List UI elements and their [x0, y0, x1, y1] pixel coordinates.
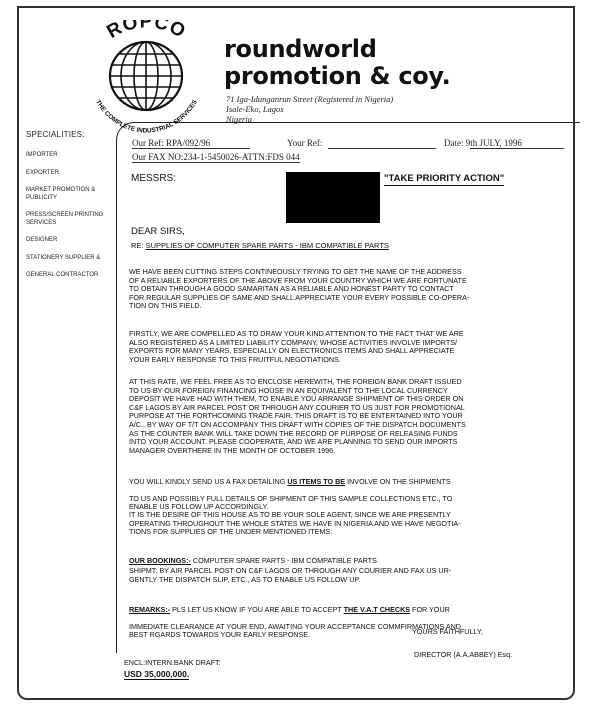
messrs-label: MESSRS:	[131, 173, 177, 184]
subject-prefix: RE:	[131, 241, 144, 250]
subject-line	[131, 241, 389, 250]
enclosure-amount: USD 35,000,000.	[124, 669, 190, 679]
company-name	[224, 36, 450, 90]
paragraph-3: AT THIS RATE, WE FEEL FREE AS TO ENCLOSE HEREWITH, THE FOREIGN BANK DRAFT ISSUED TO US BY OUR FOREIGN FINANCING HOUSE IN AN EQUIVALENT TO THE LOCAL CURRENCY DEPOSIT WE HAVE HAD WITH THEM, TO ENABLE YOU ARRANGE SHIPMENT OF THIS ORDER ON C&F LAGOS BY AIR PARCEL POST OR THROUGH ANY COURIER TO US JUST FOR PROMOTIONAL PURPOSE AT THE FORTHCOMING TRADE FAIR. THIS DRAFT IS TO BE ENTERTAINED INTO YOUR A/C., BY WAY OF T/T ON ACCOMPANY THIS DRAFT WITH COPIES OF THE DISPATCH DOCUMENTS AS THE COUNTER BANK WILL TAKE DOWN THE RECORD OF PURPOSE OF RELEASING FUNDS INTO YOUR ACCOUNT. PLEASE COOPERATE, AND WE ARE PLANNING TO SEND OUR IMPORTS MANAGER OVERTHERE IN THE MONTH OF OCTOBER 1996.	[129, 377, 466, 455]
redacted-recipient	[286, 172, 380, 223]
paragraph-4-first-line: YOU WILL KINDLY SEND US A FAX DETAILING US ITEMS TO BE INVOLVE ON THE SHIPMENTS	[129, 476, 451, 486]
specialities-sidebar	[26, 130, 114, 290]
speciality-item: PRESS/SCREEN PRINTING SERVICES	[26, 212, 104, 226]
logo-name: ROPCO	[103, 20, 190, 43]
globe-logo-icon	[74, 20, 219, 138]
enclosure: ENCL:INTERN.BANK DRAFT:	[124, 658, 221, 667]
items-emphasis: US ITEMS TO BE	[287, 476, 346, 486]
our-ref-underline	[132, 148, 250, 149]
your-ref-underline	[328, 148, 436, 149]
vat-checks-emphasis: THE V.A.T CHECKS	[343, 604, 411, 614]
specialities-title: SPECIALITIES:	[26, 130, 85, 139]
speciality-item: EXPORTER	[26, 169, 59, 176]
fax-number: Our FAX NO:234-1-5450026-ATTN:FDS 044	[132, 152, 300, 162]
bookings-text: COMPUTER SPARE PARTS - IBM COMPATIBLE PARTS	[190, 555, 377, 565]
ropco-logo	[74, 20, 219, 138]
salutation: DEAR SIRS,	[131, 226, 185, 237]
speciality-item: GENERAL CONTRACTOR	[26, 272, 99, 278]
address-line2: Isale-Eko, Lagos	[226, 104, 284, 114]
speciality-item: IMPORTER	[26, 152, 58, 158]
closing: YOURS FAITHFULLY,	[412, 627, 483, 636]
reference-row	[132, 138, 572, 150]
bookings-label: OUR BOOKINGS:-	[129, 555, 191, 565]
speciality-item: STATIONERY SUPPLIER &	[26, 254, 101, 261]
logo-tagline: THE COMPLETE INDUSTRIAL SERVICES	[94, 98, 199, 135]
company-name-line1: roundworld	[224, 35, 377, 63]
address-line1: 71 Iga-Idunganrun Street (Registered in Nigeria)	[226, 94, 394, 104]
company-name-line2: promotion & coy.	[224, 62, 451, 90]
remarks-rest: IMMEDIATE CLEARANCE AT YOUR END, AWAITING YOUR ACCEPTANCE COMMFIRMATIONS AND BEST RGARDS TOWARDS YOUR EARLY RESPONSE.	[129, 621, 461, 640]
remarks-label: REMARKS:-	[129, 604, 171, 614]
shipment-paragraph: SHIPMT: BY AIR PARCEL POST ON C&F LAGOS OR THROUGH ANY COURIER AND FAX US UR- GENTLY THE DISPATCH SLIP, ETC., AS TO ENABLE US FOLLOW UP.	[129, 566, 452, 584]
paragraph-2: FIRSTLY, WE ARE COMPELLED AS TO DRAW YOUR KIND ATTENTION TO THE FACT THAT WE ARE ALSO REGISTERED AS A LIMITED LIABILITY COMPANY, WHOSE ACTIVITIES INVOLVE IMPORTS/ EXPORTS FOR MANY YEARS, ESPECIALLY ON ELECTRONICS ITEMS AND SHALL APPRECIATE YOUR EARLY RESPONSE TO THIS FRUITFUL NEGOTIATIONS.	[129, 329, 464, 364]
speciality-item: DESIGNER	[26, 237, 58, 243]
remarks-paragraph: REMARKS:- PLS LET US KNOW IF YOU ARE ABLE TO ACCEPT THE V.A.T CHECKS FOR YOUR IMMEDIATE CLEARANCE AT YOUR END, AWAITING YOUR ACCEPTANCE COMMFIRMATIONS AND BEST RGARDS TOWARDS YOUR EARLY RESPONSE.	[129, 597, 561, 649]
your-ref: Your Ref:	[287, 138, 323, 148]
address-line3: Nigeria	[226, 114, 252, 124]
our-ref: Our Ref: RPA/092/96	[132, 138, 211, 148]
paragraph-1: WE HAVE BEEN CUTTING STEPS CONTINEOUSLY TRYING TO GET THE NAME OF THE ADDRESS OF A RELIABLE EXPORTERS OF THE ABOVE FROM YOUR COUNTRY WHICH WE ARE FORTUNATE TO OBTAIN THROUGH A GOOD SAMARITAN AS A RELIABLE AND HONEST PARTY TO CONTACT FOR REGULAR SUPPLIES OF SAME AND SHALL APPRECIATE YOUR EVERY POSSIBLE CO-OPERA- TION ON THIS FIELD.	[129, 267, 470, 311]
director-signature: DIRECTOR (A.A.ABBEY) Esq.	[414, 650, 513, 659]
subject-text: SUPPLIES OF COMPUTER SPARE PARTS - IBM COMPATIBLE PARTS	[145, 241, 389, 250]
speciality-item: MARKET PROMOTION & PUBLICITY	[26, 187, 96, 201]
date: Date: 9th JULY, 1996	[444, 138, 522, 148]
company-address	[226, 94, 393, 124]
priority-notice: "TAKE PRIORITY ACTION"	[384, 173, 505, 184]
date-underline	[470, 148, 564, 149]
paragraph-4-rest: TO US AND POSSIBLY FULL DETAILS OF SHIPMENT OF THIS SAMPLE COLLECTIONS ETC., TO ENABLE US FOLLOW UP ACCORDINGLY.	[129, 493, 453, 512]
paragraph-5: IT IS THE DESIRE OF THIS HOUSE AS TO BE YOUR SOLE AGENT, SINCE WE ARE PRESENTLY OPERATING THROUGHOUT THE WHOLE STATES WE HAVE IN NIGERIA AND WE HAVE NEGOTIA- TIONS FOR SUPPLIES OF THE UNDER MENTIONED ITEMS:	[129, 510, 461, 537]
